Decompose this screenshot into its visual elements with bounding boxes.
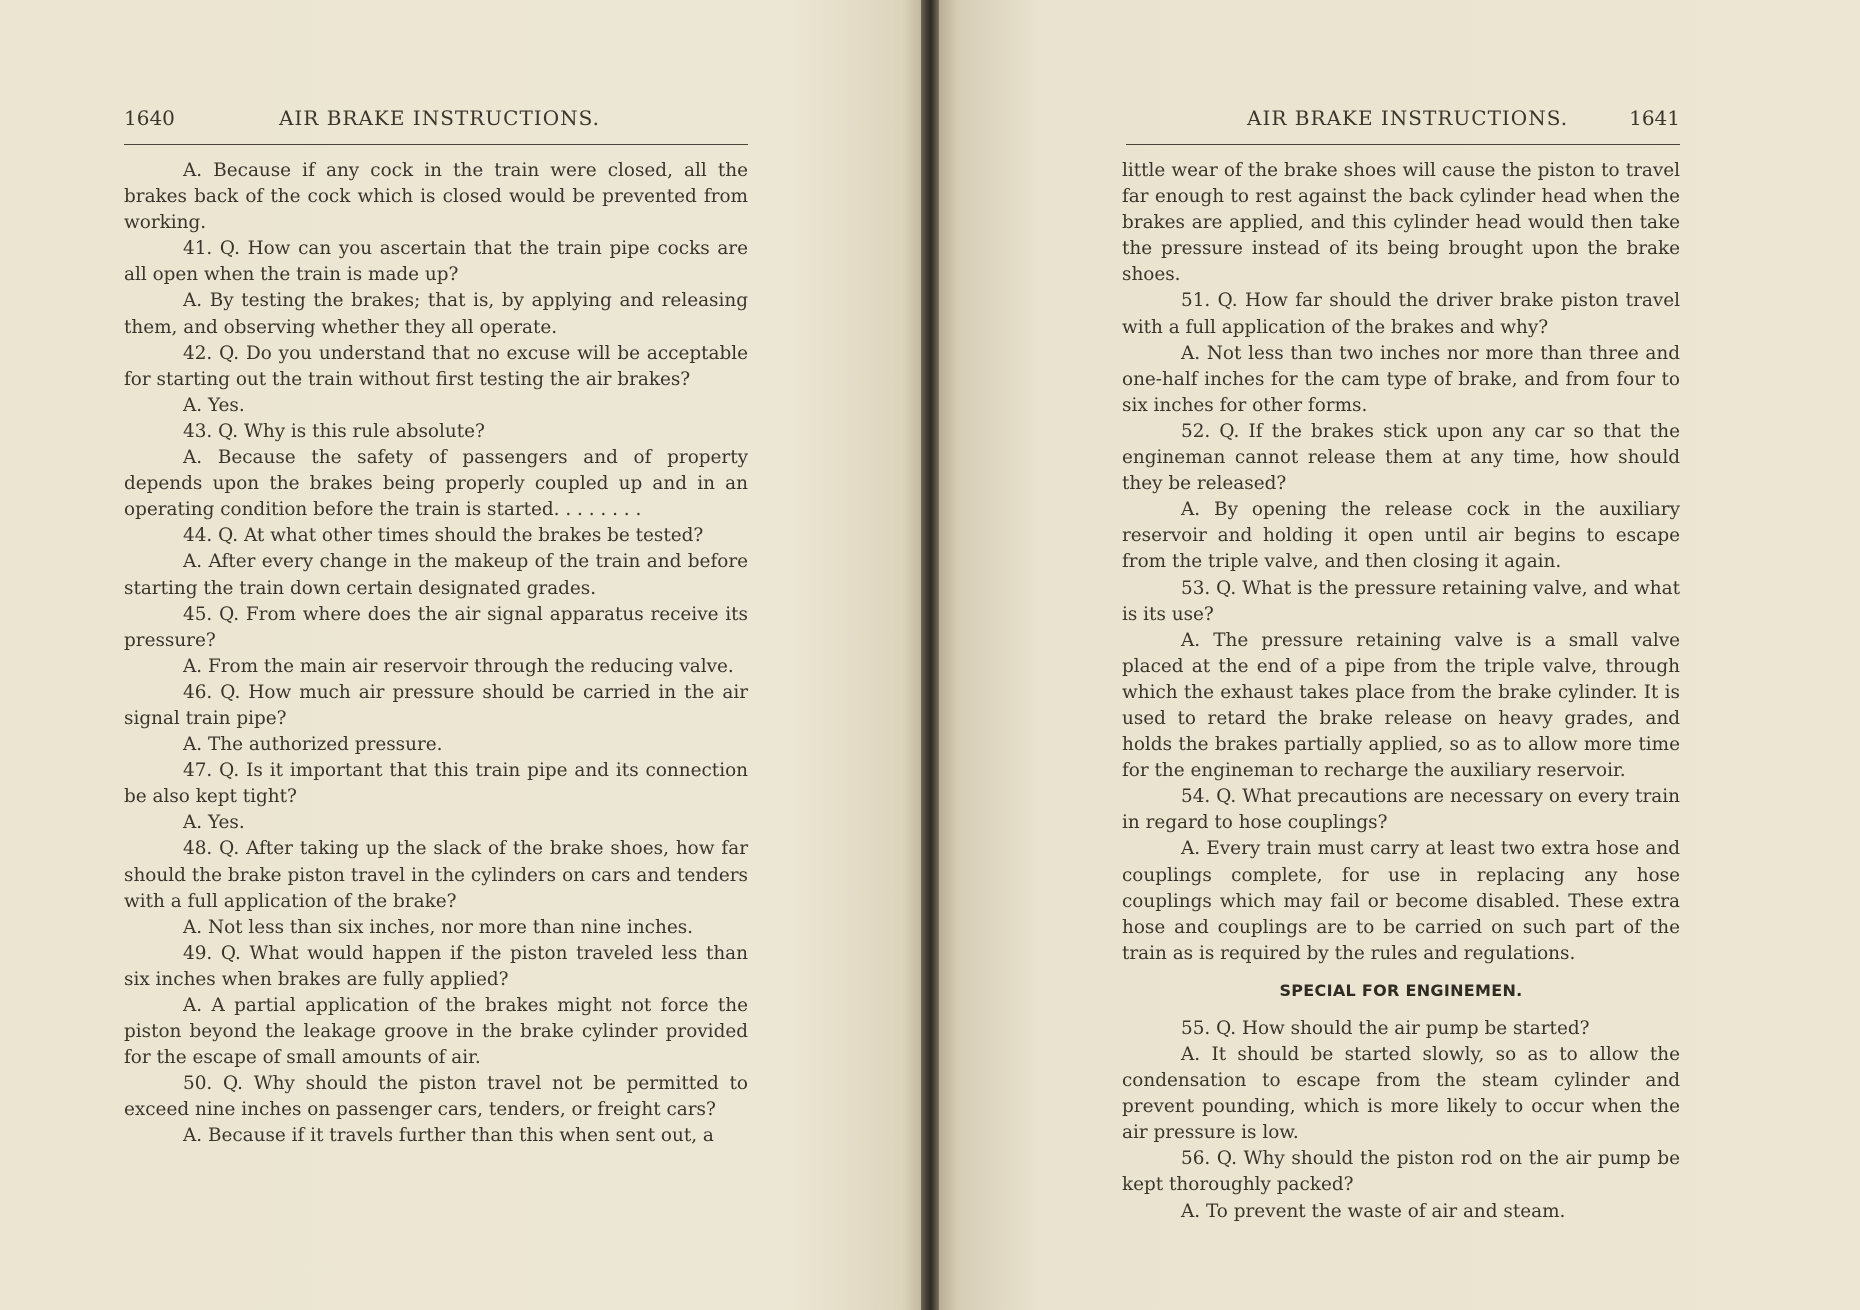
paragraph: A. It should be started slowly, so as to allow the condensation to escape from the steam cylinder and prevent pounding, which is more likely to occur when the air pressure is low. — [1122, 1044, 1680, 1144]
paragraph: 51. Q. How far should the driver brake piston travel with a full application of the brakes and why? — [1122, 290, 1680, 338]
paragraph: A. The pressure retaining valve is a small valve placed at the end of a pipe from the triple valve, through which the exhaust takes place from the brake cylinder. It is used to retard the brake release on heavy grades, and holds the brakes partially applied, so as to allow more time for the engineman to recharge the auxiliary reservoir. — [1122, 629, 1680, 782]
paragraph: 52. Q. If the brakes stick upon any car so that the engineman cannot release them at any time, how should they be released? — [1122, 420, 1680, 495]
left-header-rule — [124, 144, 748, 145]
paragraph: A. Not less than six inches, nor more than nine inches. — [183, 916, 693, 938]
paragraph: A. To prevent the waste of air and steam. — [1181, 1200, 1566, 1222]
paragraph: 53. Q. What is the pressure retaining valve, and what is its use? — [1122, 577, 1680, 625]
section-heading: SPECIAL FOR ENGINEMEN. — [1279, 980, 1523, 1000]
paragraph: A. From the main air reservoir through the reducing valve. — [183, 655, 734, 677]
paragraph: A. After every change in the makeup of the train and before starting the train down certain designated grades. — [124, 551, 748, 599]
paragraph: A. A partial application of the brakes might not force the piston beyond the leakage groove in the brake cylinder provided for the escape of small amounts of air. — [124, 995, 748, 1069]
book-gutter — [921, 0, 939, 1310]
right-page — [930, 0, 1860, 1310]
left-page-body — [124, 158, 748, 1150]
right-page-header — [1126, 106, 1680, 136]
left-page-number: 1640 — [124, 106, 175, 130]
paragraph: A. Not less than two inches nor more than three and one-half inches for the cam type of brake, and from four to six inches for other forms. — [1122, 342, 1680, 416]
left-page-header — [124, 106, 748, 136]
paragraph: little wear of the brake shoes will cause the piston to travel far enough to rest against the back cylinder head when the brakes are applied, and this cylinder head would then take the pressure instead of its being brought upon the brake shoes. — [1122, 160, 1680, 286]
paragraph: 56. Q. Why should the piston rod on the air pump be kept thoroughly packed? — [1122, 1148, 1680, 1196]
paragraph: 46. Q. How much air pressure should be carried in the air signal train pipe? — [124, 681, 748, 729]
paragraph: 54. Q. What precautions are necessary on every train in regard to hose couplings? — [1122, 786, 1680, 834]
paragraph: A. Yes. — [183, 394, 245, 416]
paragraph: 41. Q. How can you ascertain that the train pipe cocks are all open when the train is made up? — [124, 238, 748, 286]
paragraph: 45. Q. From where does the air signal apparatus receive its pressure? — [124, 603, 748, 651]
paragraph: A. Because if it travels further than this when sent out, a — [183, 1125, 714, 1147]
right-running-head: AIR BRAKE INSTRUCTIONS. — [1247, 106, 1569, 130]
left-running-head: AIR BRAKE INSTRUCTIONS. — [278, 106, 600, 130]
paragraph: 49. Q. What would happen if the piston traveled less than six inches when brakes are fully applied? — [124, 942, 748, 990]
right-page-number: 1641 — [1629, 106, 1680, 130]
paragraph: A. Every train must carry at least two extra hose and couplings complete, for use in replacing any hose couplings which may fail or become disabled. These extra hose and couplings are to be carried on such part of the train as is required by the rules and regulations. — [1122, 838, 1680, 964]
paragraph: A. By testing the brakes; that is, by applying and releasing them, and observing whether they all operate. — [124, 290, 748, 338]
paragraph: A. Yes. — [183, 812, 245, 834]
paragraph: 50. Q. Why should the piston travel not be permitted to exceed nine inches on passenger cars, tenders, or freight cars? — [124, 1073, 748, 1121]
right-page-body — [1122, 158, 1680, 1225]
paragraph: A. Because if any cock in the train were closed, all the brakes back of the cock which is closed would be prevented from working. — [124, 160, 748, 234]
paragraph: 48. Q. After taking up the slack of the brake shoes, how far should the brake piston travel in the cylinders on cars and tenders with a full application of the brake? — [124, 838, 748, 912]
paragraph: 43. Q. Why is this rule absolute? — [183, 420, 485, 442]
paragraph: 44. Q. At what other times should the brakes be tested? — [183, 525, 704, 547]
paragraph: A. Because the safety of passengers and of property depends upon the brakes being properly coupled up and in an operating condition before the train is started. . . . . . . . — [124, 447, 748, 521]
paragraph: A. By opening the release cock in the auxiliary reservoir and holding it open until air begins to escape from the triple valve, and then closing it again. — [1122, 499, 1680, 573]
right-header-rule — [1126, 144, 1680, 145]
paragraph: 47. Q. Is it important that this train pipe and its connection be also kept tight? — [124, 760, 748, 808]
paragraph: 42. Q. Do you understand that no excuse will be acceptable for starting out the train without first testing the air brakes? — [124, 342, 748, 390]
paragraph: 55. Q. How should the air pump be started? — [1181, 1017, 1590, 1039]
paragraph: A. The authorized pressure. — [183, 734, 443, 756]
